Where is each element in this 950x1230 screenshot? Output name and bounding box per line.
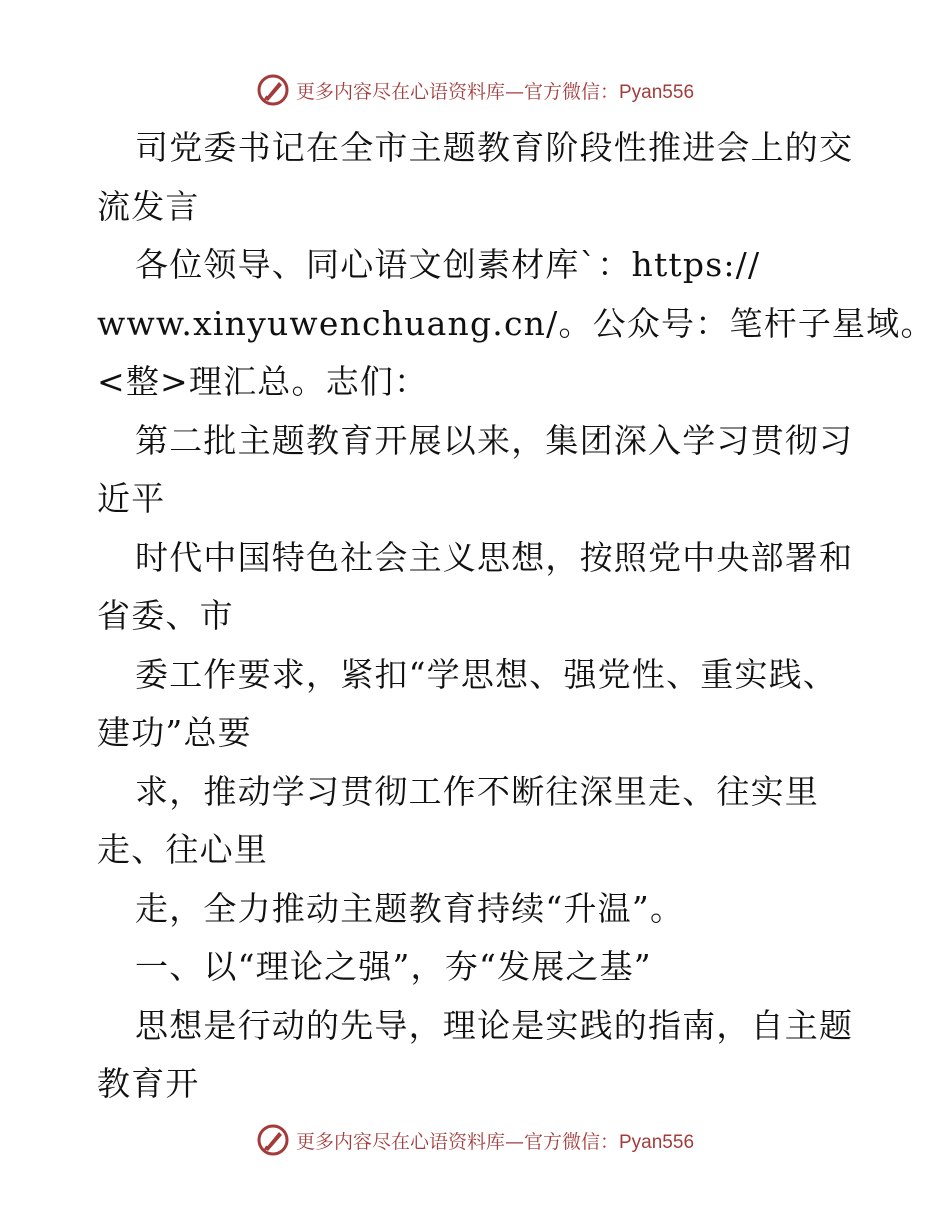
banner-text: 更多内容尽在心语资料库—官方微信：Pyan556 bbox=[295, 80, 695, 103]
text-line: 时代中国特色社会主义思想，按照党中央部署和 bbox=[135, 537, 854, 577]
text-line: 近平 bbox=[97, 479, 166, 518]
text-line: 第二批主题教育开展以来，集团深入学习贯彻习 bbox=[135, 420, 854, 460]
header-banner bbox=[0, 70, 950, 110]
text-line: 省委、市 bbox=[97, 596, 234, 635]
quill-seal-icon bbox=[256, 1123, 290, 1157]
text-line: www.xinyuwenchuang.cn/。公众号：笔杆子星域。 bbox=[97, 303, 935, 343]
text-line: 思想是行动的先导，理论是实践的指南，自主题 bbox=[135, 1005, 854, 1045]
text-line: 走，全力推动主题教育持续“升温”。 bbox=[135, 888, 685, 928]
document-body bbox=[97, 119, 935, 1114]
text-line: 司党委书记在全市主题教育阶段性推进会上的交 bbox=[135, 128, 854, 167]
text-line: 委工作要求，紧扣“学思想、强党性、重实践、 bbox=[135, 654, 838, 694]
text-line: 教育开 bbox=[97, 1064, 200, 1103]
quill-seal-icon bbox=[256, 73, 290, 107]
footer-banner bbox=[0, 1120, 950, 1160]
text-line: 一、以“理论之强”，夯“发展之基” bbox=[135, 947, 652, 986]
text-line: 各位领导、同心语文创素材库`：https:// bbox=[135, 245, 761, 284]
text-line: 建功”总要 bbox=[97, 713, 252, 752]
text-line: 走、往心里 bbox=[97, 830, 268, 869]
banner-text: 更多内容尽在心语资料库—官方微信：Pyan556 bbox=[295, 1130, 695, 1153]
text-line: 流发言 bbox=[97, 186, 200, 226]
text-line: <整>理汇总。志们： bbox=[97, 362, 429, 401]
wechat-id: Pyan556 bbox=[619, 1131, 695, 1153]
text-line: 求，推动学习贯彻工作不断往深里走、往实里 bbox=[135, 771, 819, 811]
wechat-id: Pyan556 bbox=[619, 81, 695, 103]
